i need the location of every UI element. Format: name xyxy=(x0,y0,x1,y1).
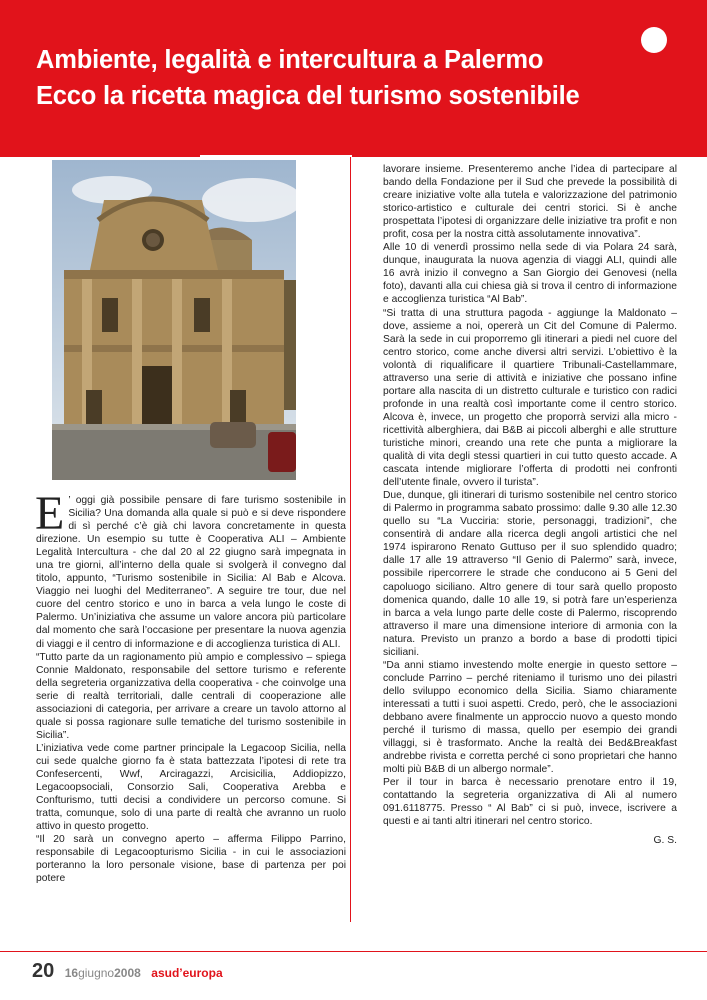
church-photo xyxy=(52,160,296,480)
left-column xyxy=(35,487,346,885)
article-title xyxy=(36,42,580,114)
author-signature: G. S. xyxy=(653,835,677,847)
title-line-1: Ambiente, legalità e intercultura a Palermo xyxy=(36,46,544,74)
page-number: 20 xyxy=(32,960,55,982)
paragraph: lavorare insieme. Presenteremo anche l’idea di partecipare al bando della Fondazione per il Sud che prevede la possibilità di creare iniziative volte alla tutela e valorizzazione del patrimonio storico-artistico e culturale dei centri storici. Si è anche prospettata l’ipotesi di organizzare delle iniziative tra profit e non profit, cosa per la nostra città assolutamente innovativa”. xyxy=(383,164,677,241)
paragraph: “Da anni stiamo investendo molte energie in questo settore – conclude Parrino – perché riteniamo il turismo uno dei pilastri dello sviluppo economico della Sicilia. Siamo chiaramente interessati a tutti i suoi aspetti. Credo, però, che le associazioni debbano avere finalmente un approccio nuovo a questo mondo perché il turismo di massa, quello per esempio dei grandi villaggi, si è trasformato. Anche la realtà dei Bed&Breakfast andrebbe rivista e corretta perché ci sono proprietari che hanno molti più B&B di un albergo normale”. xyxy=(383,659,677,776)
issue-month: giugno xyxy=(78,966,115,980)
page-footer xyxy=(32,960,223,983)
paragraph: “Il 20 sarà un convegno aperto – afferma Filippo Parrino, responsabile di Legacoopturismo Sicilia - in cui le associazioni porteranno la loro personale visione, base di partenza per poi potere xyxy=(36,834,346,885)
divider-right xyxy=(352,155,707,157)
paragraph: Due, dunque, gli itinerari di turismo sostenibile nel centro storico di Palermo in programma sabato prossimo: dalle 9.30 alle 12.30 quello su “La Vucciria: storie, personaggi, tradizioni”, che consentirà di andare alla ricerca degli angoli artistici che nel 1974 ispirarono Renato Guttuso per il suo splendido quadro; dalle 17 alle 19 attraverso “Il Genio di Palermo” sarà, invece, possibile ripercorrere le strade che conducono ai 5 Geni del capoluogo siciliano. Altro genere di tour sarà quello proposto domenica quando, dalle 10 alle 19, si potrà fare un’esperienza in barca a vela lungo parte delle coste di Palermo, riscoprendo attraverso il mare una dimensione interiore di armonia con la natura. Previsto un pranzo a bordo a base di prodotti tipici siciliani. xyxy=(383,490,677,658)
issue-day: 16 xyxy=(64,966,79,980)
drop-cap: E xyxy=(35,487,65,540)
paragraph: “Tutto parte da un ragionamento più ampio e complessivo – spiega Connie Maldonato, responsabile del settore turismo e referente della segreteria organizzativa della cooperativa - che coinvolge una serie di realtà territoriali, dalle centrali di cooperazione alle associazioni di categoria, per arrivare a creare un tavolo attorno al quale si possa ragionare sulle tematiche del turismo sostenibile in Sicilia”. xyxy=(36,651,346,741)
header-banner xyxy=(0,0,707,155)
title-line-2: Ecco la ricetta magica del turismo sostenibile xyxy=(36,82,580,110)
decorative-dot xyxy=(641,27,667,53)
paragraph: Alle 10 di venerdì prossimo nella sede di via Polara 24 sarà, dunque, inaugurata la nuova agenzia di viaggi ALI, quindi alle 16 avrà inizio il convegno a San Giorgio dei Genovesi (nella foto), davanti alla cui chiesa già si trova il centro di informazione e accoglienza turistica “Al Bab”. xyxy=(383,242,677,306)
issue-year: 2008 xyxy=(114,966,141,980)
paragraph: “Si tratta di una struttura pagoda - aggiunge la Maldonato – dove, assieme a noi, opererà un Cit del Comune di Palermo. Sarà la sede in cui proporremo gli itinerari a piedi nel cuore del centro storico, come anche diversi altri servizi. L’obiettivo è la volontà di riqualificare il quartiere Tribunali-Castellammare, attraverso una serie di attività e iniziative che possano infine portare alla nascita di un distretto culturale e turistico con radici profonde in una realtà così importante come il centro storico. Alcova è, invece, un progetto che proporrà servizi alla micro - ricettività alberghiera, dai B&B ai piccoli alberghi e alle strutture turistiche minori, creando una rete che punta a migliorare la qualità di vita degli stessi quartieri in cui tutto questo accade. A cascata intende migliorare l’offerta di prodotti nei confronti dell’utente finale, ovvero il turista”. xyxy=(383,307,677,489)
paragraph: L’iniziativa vede come partner principale la Legacoop Sicilia, nella cui sede qualche giorno fa è stata battezzata l’ipotesi di rete tra Confesercenti, Wwf, Arciragazzi, Arcisicilia, Addiopizzo, Legacoopsociali, Consorzio Sali, Cooperativa Arebba e Confturismo, tutti decisi a condividere un percorso comune. Si tratta, comunque, solo di una parte di realtà che avranno un ruolo attivo in questo progetto. xyxy=(36,742,346,833)
issue-date xyxy=(65,966,141,980)
divider-left xyxy=(0,155,200,157)
paragraph: Per il tour in barca è necessario prenotare entro il 19, contattando la segreteria organizzativa di Ali al numero 091.6118775. Presso “ Al Bab” ci si può, invece, iscrivere a questi e ai tanti altri itinerari nel centro storico. xyxy=(383,777,677,828)
column-divider xyxy=(350,157,351,922)
magazine-name: asud’europa xyxy=(151,966,223,980)
paragraph: E ’ oggi già possibile pensare di fare turismo sostenibile in Sicilia? Una domanda alla quale si può e si deve rispondere di sì perché c’è già chi lavora concretamente in questa direzione. Un esempio su tutte è Cooperativa ALI – Ambiente Legalità Intercultura - che dal 20 al 22 giugno sarà impegnata in una tre giorni, all’interno della quale si svolgerà il convegno dal titolo, appunto, “Turismo sostenibile in Sicilia: Al Bab e Alcova. Viaggio nei luoghi del Mediterraneo”. A seguire tre tour, due nel cuore del centro storico e uno in barca a vela lungo le coste di Palermo. Un’iniziativa che assume un valore ancora più particolare dal momento che sarà l’occasione per presentare la nuova agenzia di viaggi e il centro di informazione e di accoglienza turistica di ALI. xyxy=(35,487,346,650)
right-column xyxy=(383,163,677,847)
footer-divider xyxy=(0,951,707,952)
